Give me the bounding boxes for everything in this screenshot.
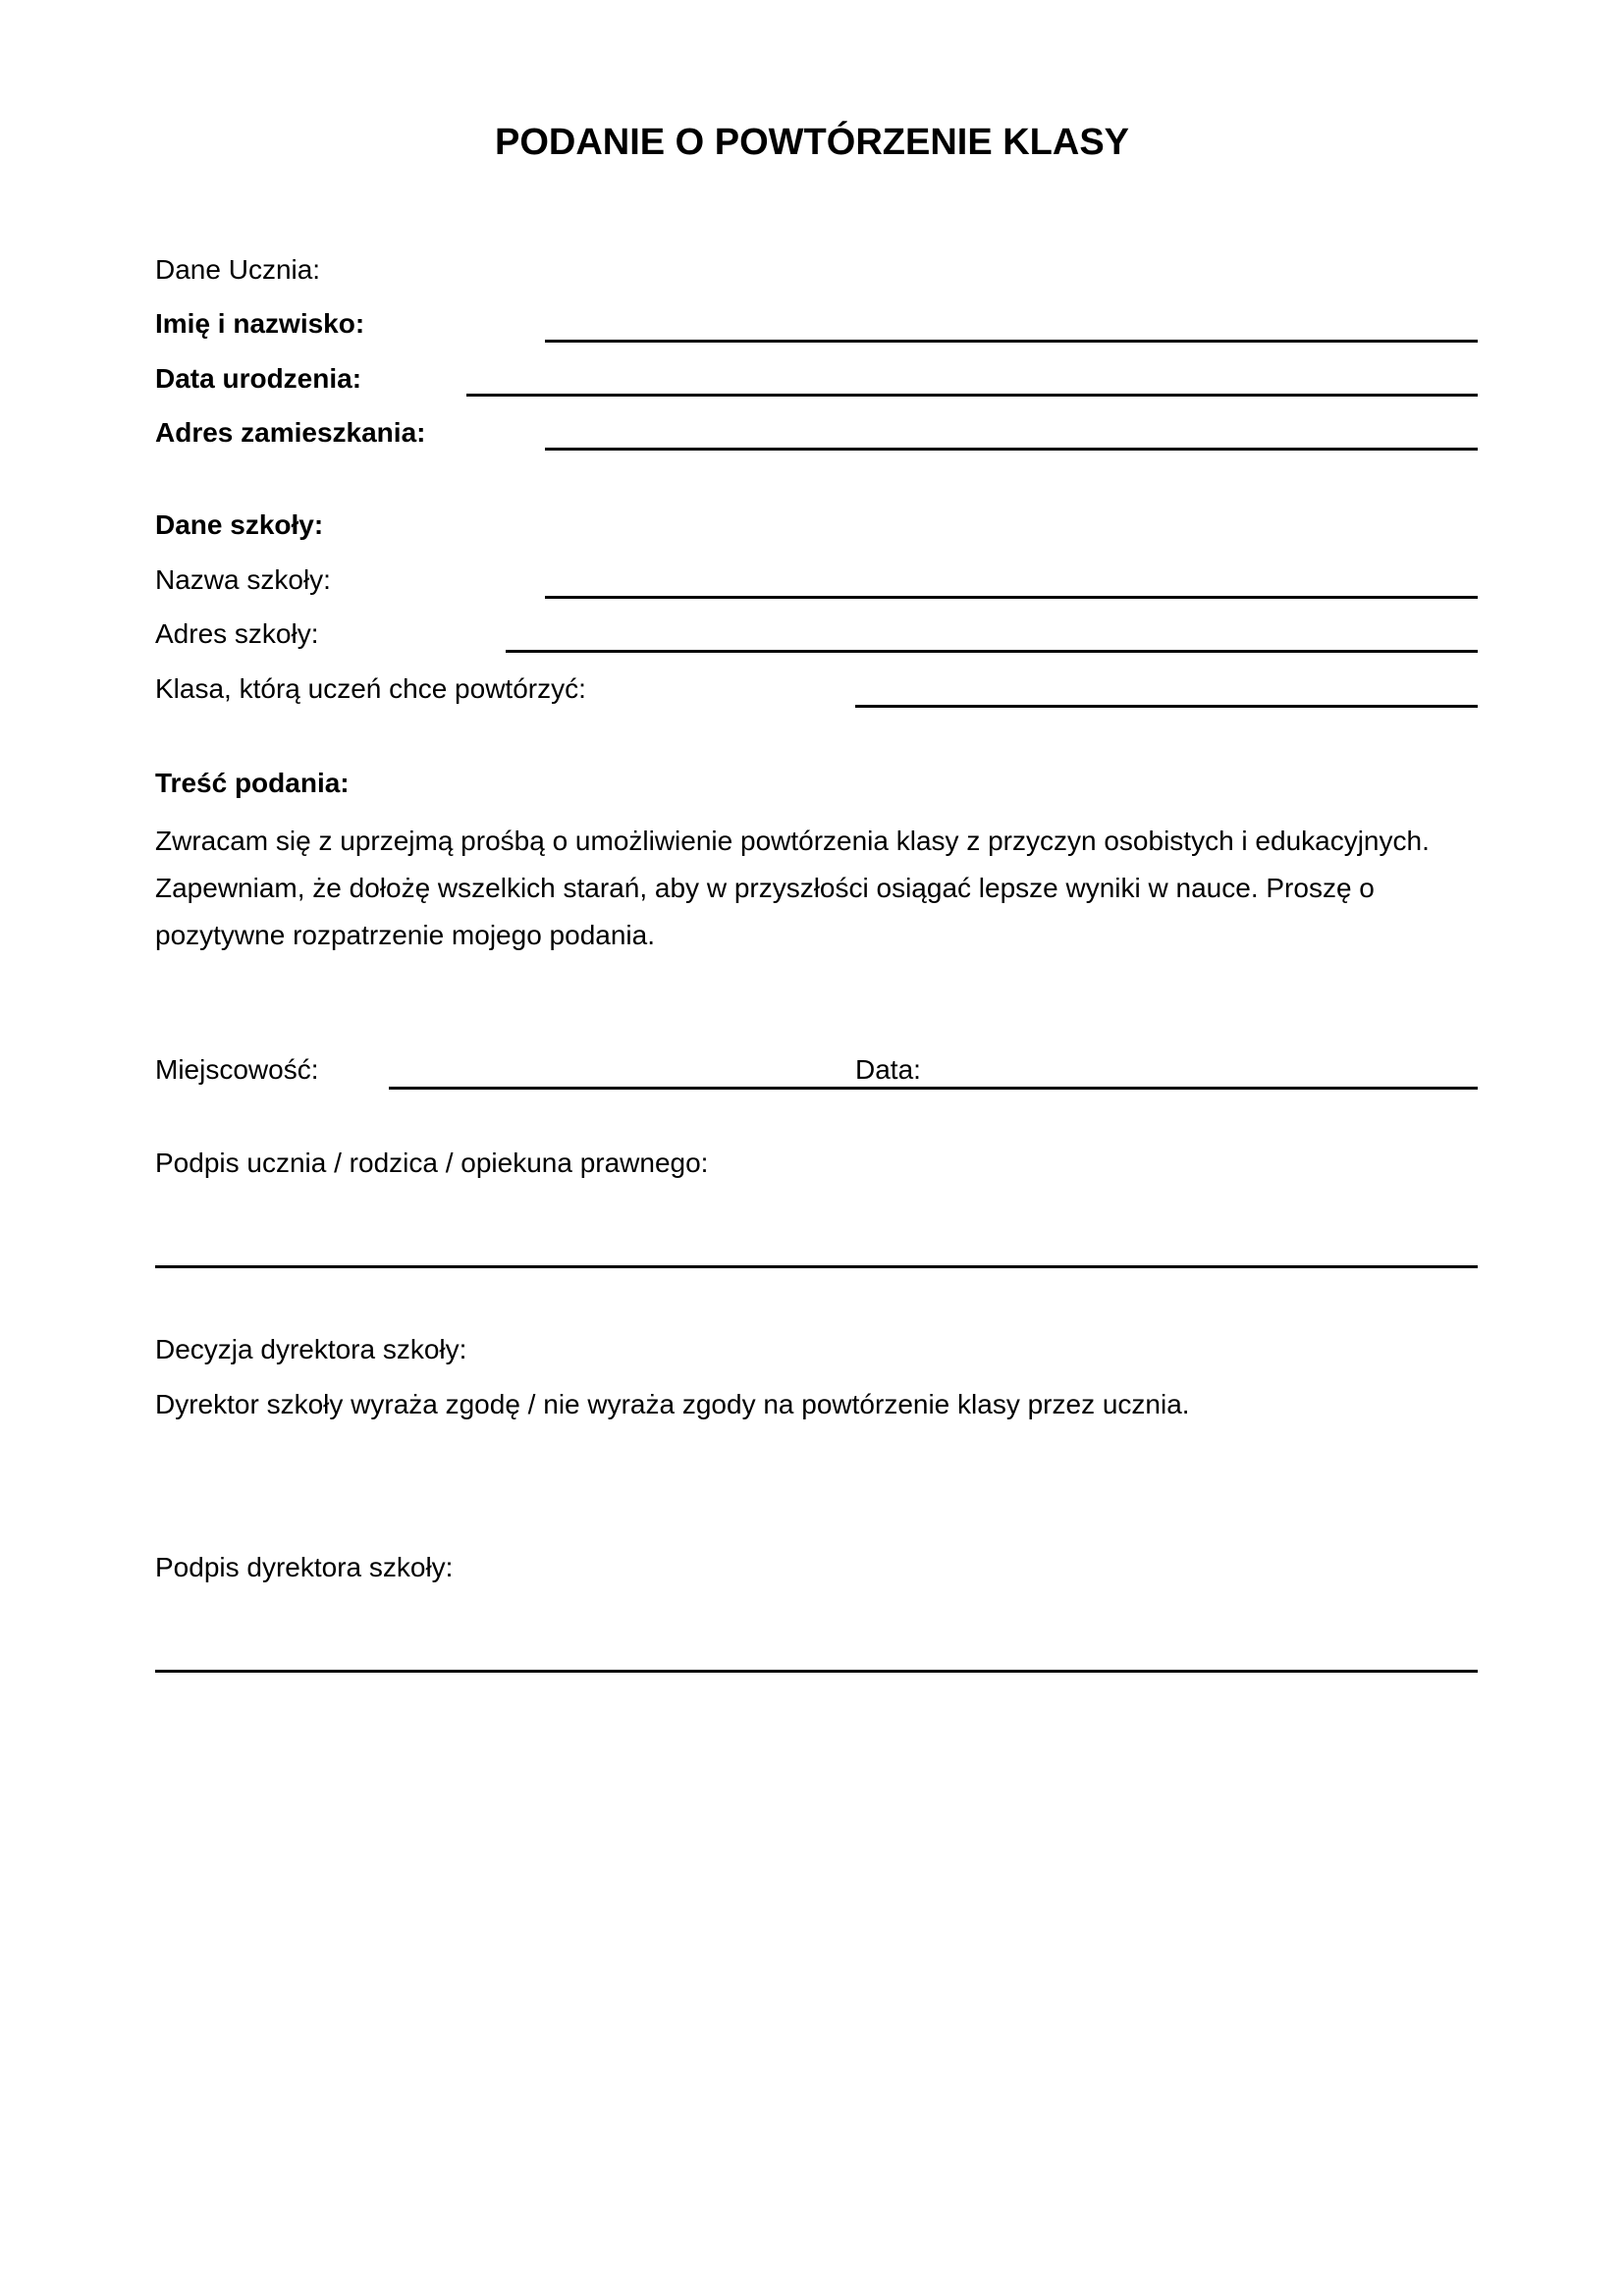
signature-field[interactable] xyxy=(155,1265,1478,1268)
content-line: pozytywne rozpatrzenie mojego podania. xyxy=(155,920,655,950)
signature-label: Podpis ucznia / rodzica / opiekuna prawnego: xyxy=(155,1148,709,1178)
decision-text: Dyrektor szkoły wyraża zgodę / nie wyraża zgody na powtórzenie klasy przez ucznia. xyxy=(155,1389,1190,1419)
birth-date-field[interactable] xyxy=(466,394,1478,397)
content-line: Zapewniam, że dołożę wszelkich starań, aby w przyszłości osiągać lepsze wyniki w nauce. Proszę o xyxy=(155,873,1375,903)
home-address-label: Adres zamieszkania: xyxy=(155,417,426,448)
school-address-field[interactable] xyxy=(506,650,1478,653)
school-section-label: Dane szkoły: xyxy=(155,509,324,540)
school-name-field[interactable] xyxy=(545,596,1478,599)
birth-date-label: Data urodzenia: xyxy=(155,363,362,394)
date-label: Data: xyxy=(855,1054,921,1085)
place-label: Miejscowość: xyxy=(155,1054,319,1085)
home-address-field[interactable] xyxy=(545,448,1478,451)
decision-label: Decyzja dyrektora szkoły: xyxy=(155,1334,467,1364)
document-title: PODANIE O POWTÓRZENIE KLASY xyxy=(494,122,1130,163)
content-line: Zwracam się z uprzejmą prośbą o umożliwienie powtórzenia klasy z przyczyn osobistych i edukacyjnych. xyxy=(155,826,1430,856)
class-field[interactable] xyxy=(855,705,1478,708)
school-name-label: Nazwa szkoły: xyxy=(155,564,331,595)
student-section-label: Dane Ucznia: xyxy=(155,254,321,285)
place-date-field[interactable] xyxy=(389,1087,1478,1090)
student-name-label: Imię i nazwisko: xyxy=(155,308,365,339)
content-paragraph xyxy=(155,818,1530,959)
content-heading: Treść podania: xyxy=(155,768,350,798)
class-label: Klasa, którą uczeń chce powtórzyć: xyxy=(155,673,586,704)
school-address-label: Adres szkoły: xyxy=(155,618,319,649)
student-name-field[interactable] xyxy=(545,340,1478,343)
director-signature-label: Podpis dyrektora szkoły: xyxy=(155,1552,454,1582)
director-signature-field[interactable] xyxy=(155,1670,1478,1673)
